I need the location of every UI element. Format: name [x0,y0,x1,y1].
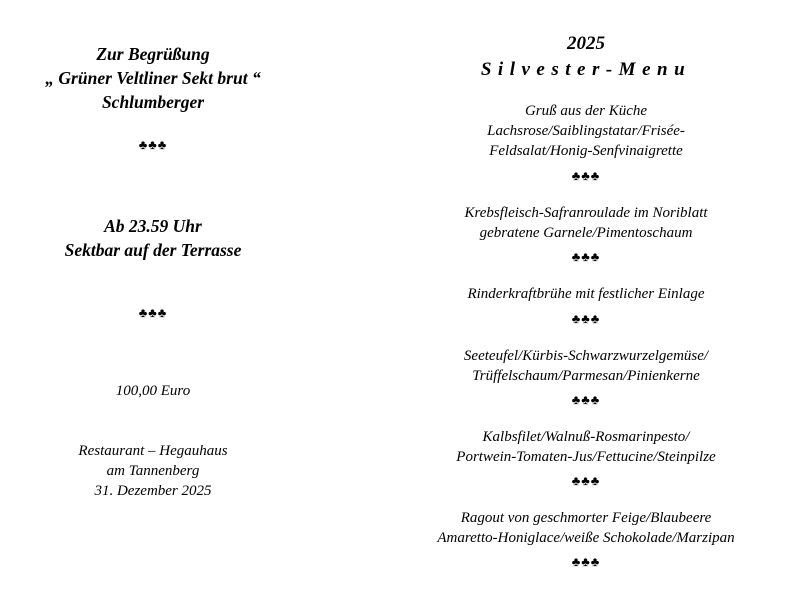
clubs-divider-icon: ♣♣♣ [138,137,168,152]
venue-name: Restaurant – Hegauhaus [78,443,228,459]
clubs-divider-icon: ♣♣♣ [571,311,601,326]
course-5-line-1: Kalbsfilet/Walnuß-Rosmarinpesto/ [482,429,690,445]
event-date: 31. Dezember 2025 [94,483,212,499]
course-6-line-2: Amaretto-Honiglace/weiße Schokolade/Marzipan [437,530,735,546]
welcome-producer: Schlumberger [101,92,205,112]
course-2-line-2: gebratene Garnele/Pimentoschaum [479,225,693,241]
clubs-divider-icon: ♣♣♣ [571,473,601,488]
venue-address: am Tannenberg [106,463,200,479]
clubs-divider-icon: ♣♣♣ [571,392,601,407]
course-5-line-2: Portwein-Tomaten-Jus/Fettucine/Steinpilze [456,449,716,465]
clubs-divider-icon: ♣♣♣ [571,168,601,183]
course-1-line-3: Feldsalat/Honig-Senfvinaigrette [489,143,683,159]
sektbar-time: Ab 23.59 Uhr [104,216,202,236]
sektbar-location: Sektbar auf der Terrasse [64,240,242,260]
course-1-line-2: Lachsrose/Saiblingstatar/Frisée- [487,123,685,139]
course-2-line-1: Krebsfleisch-Safranroulade im Noriblatt [464,205,708,221]
clubs-divider-icon: ♣♣♣ [571,554,601,569]
clubs-divider-icon: ♣♣♣ [571,249,601,264]
course-4-line-2: Trüffelschaum/Parmesan/Pinienkerne [472,368,700,384]
welcome-drink: „ Grüner Veltliner Sekt brut “ [45,68,261,88]
clubs-divider-icon: ♣♣♣ [138,305,168,320]
course-6-line-1: Ragout von geschmorter Feige/Blaubeere [460,510,712,526]
menu-year: 2025 [567,33,605,54]
course-3-line-1: Rinderkraftbrühe mit festlicher Einlage [467,286,705,302]
welcome-heading: Zur Begrüßung [96,44,210,64]
menu-title: Silvester-Menu [480,59,692,80]
course-4-line-1: Seeteufel/Kürbis-Schwarzwurzelgemüse/ [463,348,709,364]
price: 100,00 Euro [115,383,191,399]
course-1-line-1: Gruß aus der Küche [524,103,648,119]
